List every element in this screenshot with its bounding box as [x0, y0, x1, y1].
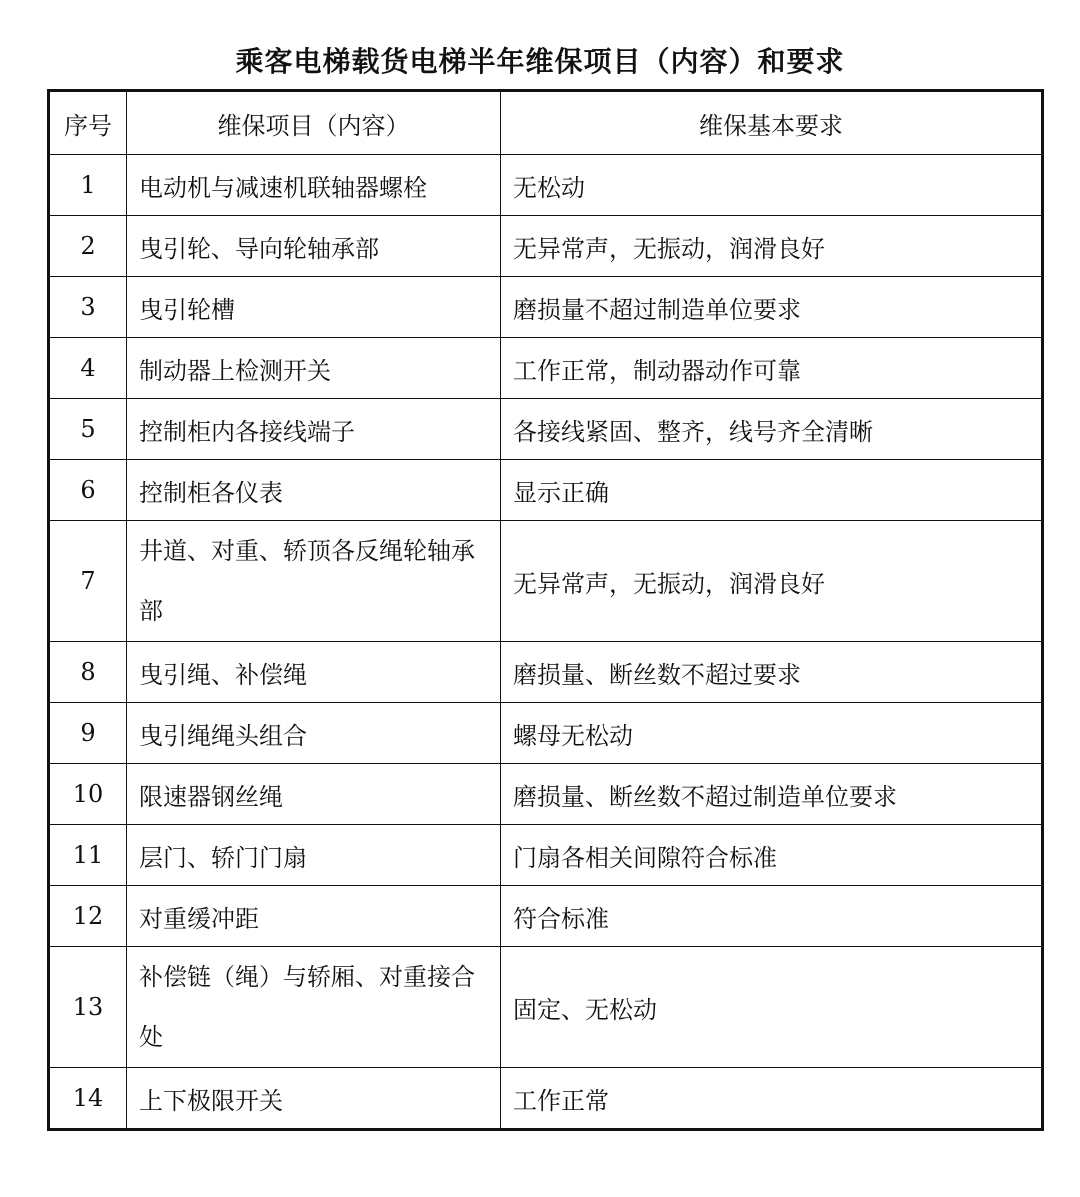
table-row	[49, 277, 1043, 338]
row-num: 9	[49, 703, 127, 764]
header-item: 维保项目（内容）	[127, 91, 501, 155]
table-row	[49, 338, 1043, 399]
table-row	[49, 155, 1043, 216]
row-req: 固定、无松动	[501, 947, 1043, 1068]
table-row	[49, 764, 1043, 825]
row-num: 14	[49, 1068, 127, 1130]
row-item: 对重缓冲距	[127, 886, 501, 947]
row-req: 工作正常	[501, 1068, 1043, 1130]
row-req: 无松动	[501, 155, 1043, 216]
row-item: 补偿链（绳）与轿厢、对重接合处	[127, 947, 501, 1068]
row-num: 7	[49, 521, 127, 642]
row-item: 制动器上检测开关	[127, 338, 501, 399]
document-title: 乘客电梯载货电梯半年维保项目（内容）和要求	[235, 45, 845, 78]
row-req: 符合标准	[501, 886, 1043, 947]
table-row	[49, 947, 1043, 1068]
row-item: 曳引绳绳头组合	[127, 703, 501, 764]
table-row	[49, 642, 1043, 703]
header-req: 维保基本要求	[501, 91, 1043, 155]
header-num: 序号	[49, 91, 127, 155]
row-req: 无异常声，无振动，润滑良好	[501, 521, 1043, 642]
table-row	[49, 460, 1043, 521]
row-item: 曳引轮、导向轮轴承部	[127, 216, 501, 277]
table-row	[49, 886, 1043, 947]
row-num: 3	[49, 277, 127, 338]
row-num: 6	[49, 460, 127, 521]
row-num: 12	[49, 886, 127, 947]
row-item: 层门、轿门门扇	[127, 825, 501, 886]
table-row	[49, 703, 1043, 764]
row-num: 5	[49, 399, 127, 460]
row-req: 磨损量不超过制造单位要求	[501, 277, 1043, 338]
row-item: 曳引轮槽	[127, 277, 501, 338]
row-req: 磨损量、断丝数不超过要求	[501, 642, 1043, 703]
row-item: 限速器钢丝绳	[127, 764, 501, 825]
table-row	[49, 1068, 1043, 1130]
row-num: 4	[49, 338, 127, 399]
row-req: 无异常声，无振动，润滑良好	[501, 216, 1043, 277]
row-num: 1	[49, 155, 127, 216]
row-num: 10	[49, 764, 127, 825]
maintenance-table	[47, 89, 1044, 1131]
row-item: 电动机与减速机联轴器螺栓	[127, 155, 501, 216]
row-num: 8	[49, 642, 127, 703]
row-req: 螺母无松动	[501, 703, 1043, 764]
row-req: 工作正常，制动器动作可靠	[501, 338, 1043, 399]
row-num: 13	[49, 947, 127, 1068]
table-row	[49, 216, 1043, 277]
row-num: 2	[49, 216, 127, 277]
row-req: 显示正确	[501, 460, 1043, 521]
row-req: 各接线紧固、整齐，线号齐全清晰	[501, 399, 1043, 460]
row-req: 门扇各相关间隙符合标准	[501, 825, 1043, 886]
row-item: 上下极限开关	[127, 1068, 501, 1130]
row-num: 11	[49, 825, 127, 886]
table-row	[49, 825, 1043, 886]
row-req: 磨损量、断丝数不超过制造单位要求	[501, 764, 1043, 825]
row-item: 控制柜各仪表	[127, 460, 501, 521]
row-item: 井道、对重、轿顶各反绳轮轴承部	[127, 521, 501, 642]
table-row	[49, 521, 1043, 642]
table-row	[49, 399, 1043, 460]
row-item: 控制柜内各接线端子	[127, 399, 501, 460]
row-item: 曳引绳、补偿绳	[127, 642, 501, 703]
table-header-row	[49, 91, 1043, 155]
